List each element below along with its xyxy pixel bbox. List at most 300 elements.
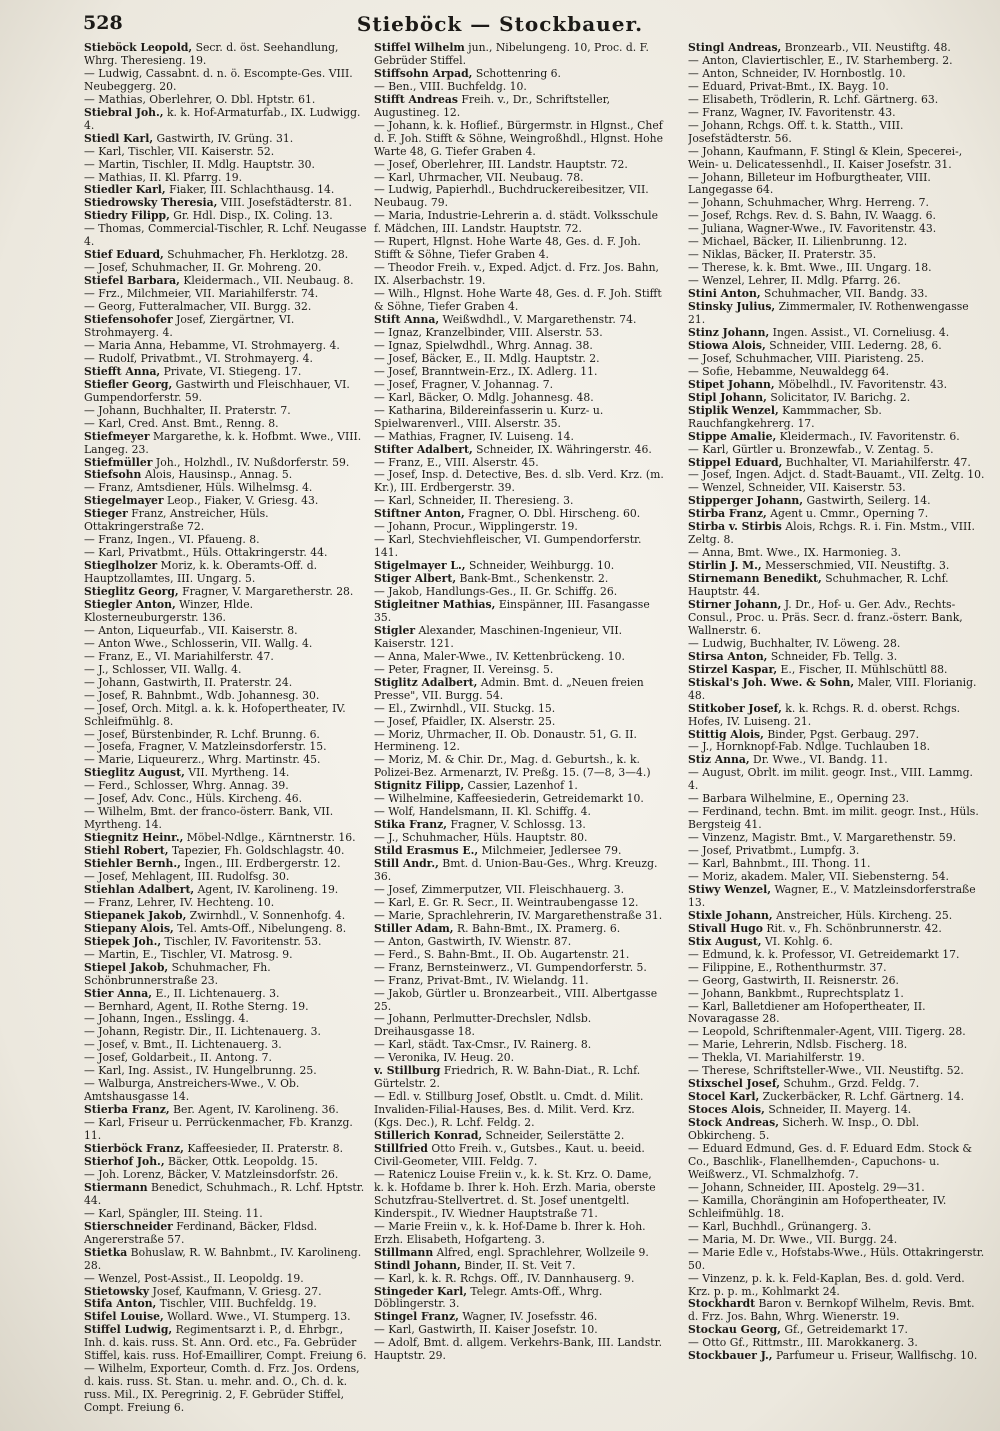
- entry-details: Buchhalter, VI. Mariahilferstr. 47.: [782, 455, 971, 469]
- entry-details: Ingen., III. Erdbergerstr. 12.: [180, 857, 341, 871]
- entry-details: — Ferdinand, techn. Bmt. im milit. geogr. Inst., Hüls. Bergsteig 41.: [688, 805, 979, 832]
- entry-details: — Kamilla, Choränginin am Hofopertheater, IV. Schleifmühlg. 18.: [688, 1193, 947, 1220]
- entry-details: — Karl, Uhrmacher, VII. Neubaug. 78.: [374, 170, 584, 184]
- entry-details: Schneider, IX. Währingerstr. 46.: [472, 442, 652, 456]
- directory-entry: [84, 68, 368, 94]
- entry-details: — Wilhelm, Bmt. der franco-österr. Bank, VII. Myrtheng. 14.: [84, 805, 334, 832]
- entry-name: Stiepek Joh.,: [84, 934, 162, 948]
- entry-details: VII. Myrtheng. 14.: [184, 766, 290, 780]
- entry-details: — Wilhelm, Exporteur, Comth. d. Frz. Jos. Ordens, d. kais. russ. St. Stan. u. mehr. and. O., Ch. d. k. russ. Mil., IX. Peregrinig. 2, F. Gebrüder Stiffel, Compt. Freiung 6.: [84, 1362, 360, 1415]
- directory-entry: [84, 806, 368, 832]
- entry-details: — Martin, Tischler, II. Mdlg. Hauptstr. 30.: [84, 157, 315, 171]
- entry-details: Zimmermaler, IV. Rothenwengasse 21.: [688, 300, 969, 327]
- entry-name: Stier Anna,: [84, 986, 153, 1000]
- entry-details: — Ludwig, Buchhalter, IV. Löweng. 28.: [688, 636, 901, 650]
- entry-details: — Maria, M. Dr. Wwe., VII. Burgg. 24.: [688, 1232, 898, 1246]
- entry-details: — Franz, Privat-Bmt., IV. Wielandg. 11.: [374, 973, 589, 987]
- entry-details: — J., Schlosser, VII. Wallg. 4.: [84, 662, 242, 676]
- entry-details: Schuhmacher, VII. Bandg. 33.: [760, 287, 928, 301]
- entry-details: Ber. Agent, IV. Karolineng. 36.: [169, 1103, 339, 1117]
- entry-details: — Josef, R. Bahnbmt., Wdb. Johannesg. 30.: [84, 688, 320, 702]
- entry-details: Kaffeesieder, II. Praterstr. 8.: [183, 1142, 343, 1156]
- entry-details: — Wenzel, Post-Assist., II. Leopoldg. 19.: [84, 1271, 304, 1285]
- entry-details: — Wilh., Hlgnst. Hohe Warte 48, Ges. d. F. Joh. Stifft & Söhne, Tiefer Graben 4.: [374, 287, 662, 314]
- entry-details: — Josef, Bürstenbinder, R. Lchf. Brunng. 6.: [84, 727, 320, 741]
- entry-details: — Johann, Buchhalter, II. Praterstr. 7.: [84, 403, 291, 417]
- entry-details: — Karl, Gastwirth, II. Kaiser Josefstr. 10.: [374, 1323, 598, 1337]
- entry-details: — Franz, E., VIII. Alserstr. 45.: [374, 455, 539, 469]
- entry-details: — Michael, Bäcker, II. Lilienbrunng. 12.: [688, 235, 908, 249]
- entry-name: Stillmann: [374, 1245, 434, 1259]
- entry-details: — August, Obrlt. im milit. geogr. Inst., VIII. Lammg. 4.: [688, 766, 973, 793]
- directory-entry: [374, 1091, 664, 1130]
- entry-details: — Eduard, Privat-Bmt., IX. Bayg. 10.: [688, 79, 889, 93]
- entry-details: Bank-Bmt., Schenkenstr. 2.: [456, 572, 609, 586]
- entry-details: — Josef, Insp. d. Detective, Bes. d. slb. Verd. Krz. (m. Kr.), III. Erdbergerstr. 39.: [374, 468, 664, 495]
- entry-details: — Johann, Bankbmt., Ruprechtsplatz 1.: [688, 986, 904, 1000]
- entry-details: — Wenzel, Lehrer, II. Mdlg. Pfarrg. 26.: [688, 274, 901, 288]
- directory-entry: [688, 806, 986, 832]
- entry-details: — Peter, Fragner, II. Vereinsg. 5.: [374, 662, 554, 676]
- entry-details: Alois, Hausinsp., Annag. 5.: [141, 468, 293, 482]
- entry-name: Stiwy Wenzel,: [688, 882, 772, 896]
- entry-name: Stietowsky: [84, 1284, 150, 1298]
- directory-entry: [688, 405, 986, 431]
- entry-details: — Franz, Wagner, IV. Favoritenstr. 43.: [688, 105, 896, 119]
- entry-details: — Franz, E., VI. Mariahilferstr. 47.: [84, 649, 274, 663]
- entry-name: Stini Anton,: [688, 287, 761, 301]
- directory-entry: [84, 379, 368, 405]
- entry-details: — Wilhelmine, Kaffeesiederin, Getreidemarkt 10.: [374, 792, 644, 806]
- entry-details: — Karl, Spängler, III. Steing. 11.: [84, 1206, 263, 1220]
- entry-name: Stieglitz August,: [84, 766, 185, 780]
- directory-entry: [688, 573, 986, 599]
- entry-details: Sicherh. W. Insp., O. Dbl. Obkircheng. 5.: [688, 1116, 920, 1143]
- directory-entry: [374, 184, 664, 210]
- entry-details: Kammmacher, Sb. Rauchfangkehrerg. 17.: [688, 403, 882, 430]
- entry-details: Margarethe, k. k. Hofbmt. Wwe., VIII. Langeg. 23.: [84, 429, 362, 456]
- directory-entry: [374, 1337, 664, 1363]
- entry-name: Stignitz Filipp,: [374, 779, 465, 793]
- entry-name: Stirnemann Benedikt,: [688, 572, 822, 586]
- entry-details: — Moriz, akadem. Maler, VII. Siebensterng. 54.: [688, 870, 949, 883]
- entry-details: Telegr. Amts-Off., Whrg. Döblingerstr. 3.: [374, 1284, 603, 1311]
- entry-details: — Karl, Gürtler u. Bronzewfab., V. Zentag. 5.: [688, 442, 934, 456]
- directory-entry: [84, 1324, 368, 1363]
- entry-name: Stippel Eduard,: [688, 455, 783, 469]
- entry-name: Stiefsohn: [84, 468, 142, 482]
- entry-name: Stipl Johann,: [688, 390, 767, 404]
- directory-entry: [688, 1001, 986, 1027]
- directory-entry: [688, 301, 986, 327]
- entry-details: — Niklas, Bäcker, II. Praterstr. 35.: [688, 248, 877, 262]
- entry-details: — Josef, Branntwein-Erz., IX. Adlerg. 11.: [374, 364, 598, 378]
- entry-details: — Karl, Schneider, II. Theresieng. 3.: [374, 494, 574, 508]
- entry-details: Franz, Anstreicher, Hüls. Ottakringerstraße 72.: [84, 507, 269, 534]
- entry-details: Möbel-Ndlge., Kärntnerstr. 16.: [183, 831, 356, 845]
- entry-details: — Jakob, Gürtler u. Bronzearbeit., VIII. Albertgasse 25.: [374, 986, 658, 1013]
- entry-details: — Johann, Kaufmann, F. Stingl & Klein, Specerei-, Wein- u. Delicatessenhdl., II. Kaiser Josefstr. 31.: [688, 144, 963, 171]
- entry-details: — Georg, Gastwirth, II. Reisnerstr. 26.: [688, 973, 899, 987]
- directory-entry: [84, 223, 368, 249]
- directory-entry: [84, 1117, 368, 1143]
- directory-entry: [688, 120, 986, 146]
- entry-details: — Vinzenz, Magistr. Bmt., V. Margarethenstr. 59.: [688, 831, 957, 845]
- entry-details: — Georg, Futteralmacher, VII. Burgg. 32.: [84, 300, 312, 314]
- entry-details: R. Bahn-Bmt., IX. Pramerg. 6.: [453, 921, 621, 935]
- entry-details: — Jakob, Handlungs-Ges., II. Gr. Schiffg. 26.: [374, 585, 618, 599]
- entry-name: Stillerich Konrad,: [374, 1129, 483, 1143]
- entry-name: Stieglitz Georg,: [84, 585, 179, 599]
- entry-details: Tapezier, Fh. Goldschlagstr. 40.: [168, 844, 345, 858]
- entry-details: — Anna, Bmt. Wwe., IX. Harmonieg. 3.: [688, 546, 902, 560]
- directory-entry: [374, 120, 664, 159]
- entry-details: Messerschmied, VII. Neustiftg. 3.: [761, 559, 950, 573]
- entry-details: — Thomas, Commercial-Tischler, R. Lchf. Neugasse 4.: [84, 222, 367, 249]
- entry-name: Stiedler Karl,: [84, 183, 166, 197]
- entry-details: Alois, Rchgs. R. i. Fin. Mstm., VIII. Zeltg. 8.: [688, 520, 975, 547]
- entry-details: Kleidermach., IV. Favoritenstr. 6.: [776, 429, 960, 443]
- entry-details: Fragner, V. Margaretherstr. 28.: [178, 585, 354, 599]
- directory-entry: [84, 314, 368, 340]
- directory-entry: [688, 146, 986, 172]
- directory-entry: [374, 210, 664, 236]
- entry-details: — Ignaz, Kranzelbinder, VIII. Alserstr. 53.: [374, 325, 603, 339]
- entry-name: Stitkober Josef,: [688, 701, 782, 715]
- entry-details: — Karl, Privatbmt., Hüls. Ottakringerstr. 44.: [84, 546, 328, 560]
- entry-name: Stigleitner Mathias,: [374, 597, 496, 611]
- entry-details: Bronzearb., VII. Neustiftg. 48.: [781, 42, 951, 54]
- entry-name: Stiffel Wilhelm: [374, 42, 465, 54]
- entry-name: Stinsky Julius,: [688, 300, 776, 314]
- entry-details: — Otto Gf., Rittmstr., III. Marokkanerg. 3.: [688, 1336, 918, 1350]
- entry-details: Zuckerbäcker, R. Lchf. Gärtnerg. 14.: [759, 1090, 965, 1104]
- entry-details: Solicitator, IV. Barichg. 2.: [766, 390, 911, 404]
- entry-details: Josef, Ziergärtner, VI. Strohmayerg. 4.: [84, 313, 295, 339]
- directory-entry: [374, 858, 664, 884]
- entry-details: — Karl, Stechviehfleischer, VI. Gumpendorferstr. 141.: [374, 533, 642, 560]
- directory-entry: [84, 1221, 368, 1247]
- entry-details: Schneider, Fb. Tellg. 3.: [767, 649, 898, 663]
- entry-name: Stiehler Bernh.,: [84, 857, 181, 871]
- entry-details: Binder, Pgst. Gerbaug. 297.: [763, 727, 920, 741]
- entry-details: Ferdinand, Bäcker, Fldsd. Angererstraße 57.: [84, 1219, 318, 1246]
- entry-details: — Franz, Ingen., VI. Pfaueng. 8.: [84, 533, 260, 547]
- entry-details: — Josef, Privatbmt., Lumpfg. 3.: [688, 844, 860, 858]
- entry-details: Schneider, VIII. Lederng. 28, 6.: [765, 338, 942, 352]
- directory-entry: [84, 599, 368, 625]
- entry-details: Secr. d. öst. Seehandlung, Whrg. Theresieng. 19.: [84, 42, 339, 67]
- entry-name: Stockhardt: [688, 1297, 756, 1311]
- directory-entry: [84, 508, 368, 534]
- entry-details: — J., Schuhmacher, Hüls. Hauptstr. 80.: [374, 831, 588, 845]
- entry-details: Schneider, Weihburgg. 10.: [465, 559, 615, 573]
- entry-details: — Adolf, Bmt. d. allgem. Verkehrs-Bank, III. Landstr. Hauptstr. 29.: [374, 1336, 663, 1363]
- entry-name: Stierhof Joh.,: [84, 1154, 165, 1168]
- entry-details: Rit. v., Fh. Schönbrunnerstr. 42.: [762, 921, 942, 935]
- entry-details: — Josef, Pfaidler, IX. Alserstr. 25.: [374, 714, 556, 728]
- entry-name: Stingel Franz,: [374, 1310, 459, 1324]
- directory-entry: [374, 729, 664, 755]
- entry-name: Stittig Alois,: [688, 727, 764, 741]
- directory-entry: [374, 1221, 664, 1247]
- entry-details: Josef, Kaufmann, V. Griesg. 27.: [149, 1284, 322, 1298]
- entry-name: Stingl Andreas,: [688, 42, 782, 54]
- entry-details: — Mathias, Oberlehrer, O. Dbl. Hptstr. 61.: [84, 92, 316, 106]
- directory-entry: [374, 1065, 664, 1091]
- directory-entry: [84, 703, 368, 729]
- directory-entry: [374, 236, 664, 262]
- entry-details: — Bernhard, Agent, II. Rothe Sterng. 19.: [84, 999, 309, 1013]
- entry-details: Gf., Getreidemarkt 17.: [780, 1323, 908, 1337]
- directory-entry: [688, 1273, 986, 1299]
- directory-entry: [374, 599, 664, 625]
- entry-details: — Anton Wwe., Schlosserin, VII. Wallg. 4.: [84, 636, 313, 650]
- entry-details: Fragner, V. Schlossg. 13.: [447, 818, 586, 832]
- entry-details: — Maria, Industrie-Lehrerin a. d. städt. Volksschule f. Mädchen, III. Landstr. Hauptstr. 72.: [374, 209, 659, 236]
- entry-details: Regimentsarzt i. P., d. Ehrbgr., Inh. d. kais. russ. St. Ann. Ord. etc., Fa. Gebrüder Stiffel, kais. russ. Hof-Emaillirer, Compt. Freiung 6.: [84, 1323, 367, 1363]
- entry-details: — Karl, Buchhdl., Grünangerg. 3.: [688, 1219, 872, 1233]
- entry-details: — Veronika, IV. Heug. 20.: [374, 1051, 515, 1065]
- directory-entry: [374, 1286, 664, 1312]
- entry-name: Stigler: [374, 623, 416, 637]
- entry-details: — Josef, Orch. Mitgl. a. k. k. Hofopertheater, IV. Schleifmühlg. 8.: [84, 701, 346, 728]
- entry-details: — Josef, Schuhmacher, II. Gr. Mohreng. 20.: [84, 261, 322, 275]
- entry-details: Zwirnhdl., V. Sonnenhofg. 4.: [186, 908, 346, 922]
- directory-entry: [84, 560, 368, 586]
- column-3: [688, 42, 986, 1422]
- directory-entry: [688, 767, 986, 793]
- entry-details: jun., Nibelungeng. 10, Proc. d. F. Gebrüder Stiffel.: [374, 42, 649, 67]
- entry-details: — Leopold, Schriftenmaler-Agent, VIII. Tigerg. 28.: [688, 1025, 966, 1039]
- directory-entry: [688, 1298, 986, 1324]
- entry-name: Stixschel Josef,: [688, 1077, 780, 1091]
- entry-details: — Sofie, Hebamme, Neuwaldegg 64.: [688, 364, 890, 378]
- entry-details: Gr. Hdl. Disp., IX. Coling. 13.: [169, 209, 333, 223]
- directory-entry: [688, 677, 986, 703]
- entry-name: Stixle Johann,: [688, 908, 773, 922]
- entry-name: Stieger: [84, 507, 128, 521]
- directory-entry: [84, 107, 368, 133]
- entry-details: — Barbara Wilhelmine, E., Operning 23.: [688, 792, 910, 806]
- entry-details: Joh., Holzhdl., IV. Nußdorferstr. 59.: [152, 455, 350, 469]
- entry-details: Binder, II. St. Veit 7.: [460, 1258, 576, 1272]
- entry-details: VIII. Josefstädterstr. 81.: [217, 196, 352, 210]
- entry-details: Friedrich, R. W. Bahn-Diat., R. Lchf. Gürtelstr. 2.: [374, 1064, 641, 1091]
- entry-details: k. k. Hof-Armaturfab., IX. Ludwigg. 4.: [84, 105, 361, 132]
- entry-details: — Karl, Tischler, VII. Kaiserstr. 52.: [84, 144, 275, 158]
- entry-details: — Johann, Billeteur im Hofburgtheater, VIII. Langegasse 64.: [688, 170, 931, 197]
- entry-details: Schottenring 6.: [472, 66, 561, 80]
- entry-name: Stiedrowsky Theresia,: [84, 196, 218, 210]
- entry-name: Stifft Andreas: [374, 92, 458, 106]
- entry-name: Stivall Hugo: [688, 921, 763, 935]
- entry-details: — Vinzenz, p. k. k. Feld-Kaplan, Bes. d. gold. Verd. Krz. p. p. m., Kohlmarkt 24.: [688, 1271, 965, 1298]
- entry-details: — Johann, Procur., Wipplingerstr. 19.: [374, 520, 578, 534]
- entry-details: Gastwirth, Seilerg. 14.: [803, 494, 931, 508]
- entry-details: — Mathias, Fragner, IV. Luiseng. 14.: [374, 429, 574, 443]
- entry-details: — Rupert, Hlgnst. Hohe Warte 48, Ges. d. F. Joh. Stifft & Söhne, Tiefer Graben 4.: [374, 235, 641, 262]
- entry-details: — Josef, Ingen. Adjct. d. Stadt-Bauamt., VII. Zeltg. 10.: [688, 468, 985, 482]
- entry-name: Stipet Johann,: [688, 377, 775, 391]
- entry-name: Stifel Louise,: [84, 1310, 164, 1324]
- entry-name: Stift Anna,: [374, 313, 440, 327]
- directory-entry: [84, 1182, 368, 1208]
- column-1: [84, 42, 368, 1422]
- entry-details: — Wolf, Handelsmann, II. Kl. Schiffg. 4.: [374, 805, 591, 819]
- directory-entry: [84, 431, 368, 457]
- entry-details: Dr. Wwe., VI. Bandg. 11.: [749, 753, 888, 767]
- entry-details: — Josef, Goldarbeit., II. Antong. 7.: [84, 1051, 272, 1065]
- directory-entry: [374, 469, 664, 495]
- entry-name: Stiegler Anton,: [84, 597, 176, 611]
- entry-name: Stika Franz,: [374, 818, 448, 832]
- entry-details: — Marie, Lehrerin, Ndlsb. Fischerg. 18.: [688, 1038, 908, 1052]
- directory-entry: [688, 1247, 986, 1273]
- entry-name: Stinz Johann,: [688, 325, 770, 339]
- entry-details: — Anton, Claviertischler, E., IV. Starhemberg. 2.: [688, 53, 953, 67]
- entry-details: — Josef, Schuhmacher, VIII. Piaristeng. 25.: [688, 351, 925, 365]
- entry-details: — El., Zwirnhdl., VII. Stuckg. 15.: [374, 701, 556, 715]
- entry-details: Schuhmacher, Fh. Schönbrunnerstraße 23.: [84, 960, 271, 987]
- entry-details: k. k. Rchgs. R. d. oberst. Rchgs. Hofes, IV. Luiseng. 21.: [688, 701, 961, 728]
- entry-name: Stiepany Alois,: [84, 921, 174, 935]
- entry-name: Stoces Alois,: [688, 1103, 765, 1117]
- entry-details: — Rudolf, Privatbmt., VI. Strohmayerg. 4.: [84, 351, 313, 365]
- column-2: [374, 42, 664, 1422]
- entry-details: — Josef, v. Bmt., II. Lichtenauerg. 3.: [84, 1038, 282, 1052]
- entry-name: Stifa Anton,: [84, 1297, 157, 1311]
- entry-details: Schuhmacher, Fh. Herklotzg. 28.: [163, 248, 349, 262]
- entry-name: Stieböck Leopold,: [84, 42, 193, 54]
- entry-details: E., Fischer, II. Mühlschüttl 88.: [777, 662, 948, 676]
- entry-details: — Katharina, Bildereinfasserin u. Kurz- u. Spielwarenverl., VIII. Alserstr. 35.: [374, 403, 604, 430]
- entry-details: — Johann, k. k. Hoflief., Bürgermstr. in Hlgnst., Chef d. F. Joh. Stifft & Söhne, Weingroßhdl., Hlgnst. Hohe Warte 48, G. Tiefer Graben 4.: [374, 118, 663, 158]
- entry-details: Möbelhdl., IV. Favoritenstr. 43.: [774, 377, 948, 391]
- entry-name: Stillfried: [374, 1142, 428, 1156]
- entry-name: Stirsa Anton,: [688, 649, 768, 663]
- directory-entry: [374, 405, 664, 431]
- directory-entry: [688, 521, 986, 547]
- entry-details: — Mathias, II. Kl. Pfarrg. 19.: [84, 170, 243, 184]
- directory-entry: [84, 1247, 368, 1273]
- entry-details: Benedict, Schuhmach., R. Lchf. Hptstr. 44.: [84, 1180, 365, 1207]
- entry-name: Still Andr.,: [374, 857, 439, 871]
- directory-entry: [374, 1013, 664, 1039]
- entry-name: Stiedl Karl,: [84, 131, 154, 145]
- directory-entry: [374, 677, 664, 703]
- entry-details: — Therese, Schriftsteller-Wwe., VII. Neustiftg. 52.: [688, 1064, 964, 1078]
- entry-details: — Marie, Sprachlehrerin, IV. Margarethenstraße 31.: [374, 908, 663, 922]
- directory-entry: [688, 1117, 986, 1143]
- entry-details: J. Dr., Hof- u. Ger. Adv., Rechts-Consul., Proc. u. Präs. Secr. d. franz.-österr. Bank, Wallnerstr. 6.: [688, 597, 963, 637]
- entry-details: — Anton, Schneider, IV. Hornbostlg. 10.: [688, 66, 906, 80]
- entry-details: Kleidermach., VII. Neubaug. 8.: [179, 274, 354, 288]
- directory-entry: [84, 1363, 368, 1415]
- entry-name: Stiehl Robert,: [84, 844, 169, 858]
- entry-name: Stiftner Anton,: [374, 507, 465, 521]
- entry-details: Schuhmacher, R. Lchf. Hauptstr. 44.: [688, 572, 949, 599]
- entry-details: — Theodor Freih. v., Exped. Adjct. d. Frz. Jos. Bahn, IX. Alserbachstr. 19.: [374, 261, 659, 288]
- directory-entry: [374, 754, 664, 780]
- entry-details: — Marie, Liqueurerz., Whrg. Martinstr. 45.: [84, 753, 321, 767]
- entry-details: — Ludwig, Papierhdl., Buchdruckereibesitzer, VII. Neubaug. 79.: [374, 183, 649, 210]
- entry-details: — Therese, k. k. Bmt. Wwe., III. Ungarg. 18.: [688, 261, 932, 275]
- entry-name: Stocel Karl,: [688, 1090, 760, 1104]
- entry-details: Ingen. Assist., VI. Corneliusg. 4.: [769, 325, 950, 339]
- directory-entry: [374, 534, 664, 560]
- entry-details: — Anna, Maler-Wwe., IV. Kettenbrückeng. 10.: [374, 649, 625, 663]
- entry-details: — Franz, Amtsdiener, Hüls. Wilhelmsg. 4.: [84, 481, 313, 495]
- entry-details: — Johann, Schneider, III. Apostelg. 29—31.: [688, 1180, 925, 1194]
- entry-name: Stirba Franz,: [688, 507, 767, 521]
- entry-details: — Martin, E., Tischler, VI. Matrosg. 9.: [84, 947, 293, 961]
- entry-details: Maler, VIII. Florianig. 48.: [688, 675, 977, 702]
- entry-details: Fiaker, III. Schlachthausg. 14.: [165, 183, 335, 197]
- entry-details: Alexander, Maschinen-Ingenieur, VII. Kaiserstr. 121.: [374, 623, 623, 650]
- directory-entry: [374, 262, 664, 288]
- entry-name: Stieglholzer: [84, 559, 158, 573]
- entry-details: — Wenzel, Schneider, VII. Kaiserstr. 53.: [688, 481, 906, 495]
- entry-name: Stiefel Barbara,: [84, 274, 180, 288]
- entry-details: — Marie Freiin v., k. k. Hof-Dame b. Ihrer k. Hoh. Erzh. Elisabeth, Hofgarteng. 3.: [374, 1219, 646, 1246]
- entry-details: Schneider, II. Mayerg. 14.: [764, 1103, 912, 1117]
- entry-details: — Ludwig, Cassabnt. d. n. ö. Escompte-Ges. VIII. Neubeggerg. 20.: [84, 66, 353, 93]
- entry-details: — Franz, Bernsteinwerz., VI. Gumpendorferstr. 5.: [374, 960, 647, 974]
- directory-entry: [688, 884, 986, 910]
- entry-details: — Josefa, Fragner, V. Matzleinsdorferstr. 15.: [84, 740, 327, 754]
- entry-details: Gastwirth und Fleischhauer, VI. Gumpendorferstr. 59.: [84, 377, 350, 404]
- entry-name: Stirzel Kaspar,: [688, 662, 778, 676]
- entry-details: — Filippine, E., Rothenthurmstr. 37.: [688, 960, 887, 974]
- entry-details: — Moriz, Uhrmacher, II. Ob. Donaustr. 51, G. II. Hermineng. 12.: [374, 727, 637, 754]
- entry-details: — Maria Anna, Hebamme, VI. Strohmayerg. 4.: [84, 338, 340, 352]
- entry-name: Stiefmeyer: [84, 429, 150, 443]
- entry-details: E., II. Lichtenauerg. 3.: [152, 986, 280, 1000]
- entry-name: Stock Andreas,: [688, 1116, 779, 1130]
- entry-name: Stierba Franz,: [84, 1103, 170, 1117]
- directory-entry: [374, 288, 664, 314]
- entry-name: Stiefmüller: [84, 455, 153, 469]
- entry-name: Stild Erasmus E.,: [374, 844, 479, 858]
- entry-details: — Eduard Edmund, Ges. d. F. Eduard Edm. Stock & Co., Baschlik-, Flanellhemden-, Capuchons- u. Weißwerz., VI. Schmalzhofg. 7.: [688, 1142, 972, 1181]
- entry-details: Cassier, Lazenhof 1.: [464, 779, 578, 793]
- entry-details: — Johann, Schuhmacher, Whrg. Herreng. 7.: [688, 196, 929, 210]
- entry-details: Parfumeur u. Friseur, Wallfischg. 10.: [772, 1349, 978, 1363]
- entry-details: — Karl, Bahnbmt., III. Thong. 11.: [688, 857, 871, 871]
- entry-details: — J., Hornknopf-Fab. Ndlge. Tuchlauben 18.: [688, 740, 931, 754]
- entry-details: Gastwirth, IV. Grüng. 31.: [153, 131, 294, 145]
- entry-details: — Johann, Ingen., Esslingg. 4.: [84, 1012, 249, 1026]
- running-head: Stieböck — Stockbauer.: [356, 12, 644, 36]
- entry-details: — Josef, Bäcker, E., II. Mdlg. Hauptstr. 2.: [374, 351, 600, 365]
- page-number: 528: [83, 12, 123, 34]
- entry-details: — Ben., VIII. Buchfeldg. 10.: [374, 79, 527, 93]
- directory-entry: [374, 1143, 664, 1169]
- entry-details: — Karl, Balletdiener am Hofopertheater, II. Novaragasse 28.: [688, 999, 926, 1026]
- entry-details: — Karl, städt. Tax-Cmsr., IV. Rainerg. 8.: [374, 1038, 592, 1052]
- directory-entry: [688, 1350, 986, 1363]
- entry-name: Stietka: [84, 1245, 128, 1259]
- entry-name: Stix August,: [688, 934, 762, 948]
- entry-details: Leop., Fiaker, V. Griesg. 43.: [163, 494, 319, 508]
- directory-entry: [84, 42, 368, 68]
- entry-details: — Karl, Ing. Assist., IV. Hungelbrunng. 25.: [84, 1064, 317, 1078]
- entry-name: Stockau Georg,: [688, 1323, 781, 1337]
- entry-details: — Josef, Rchgs. Rev. d. S. Bahn, IV. Waagg. 6.: [688, 209, 936, 223]
- entry-details: — Joh. Lorenz, Bäcker, V. Matzleinsdorfstr. 26.: [84, 1167, 339, 1181]
- directory-entry: [688, 599, 986, 638]
